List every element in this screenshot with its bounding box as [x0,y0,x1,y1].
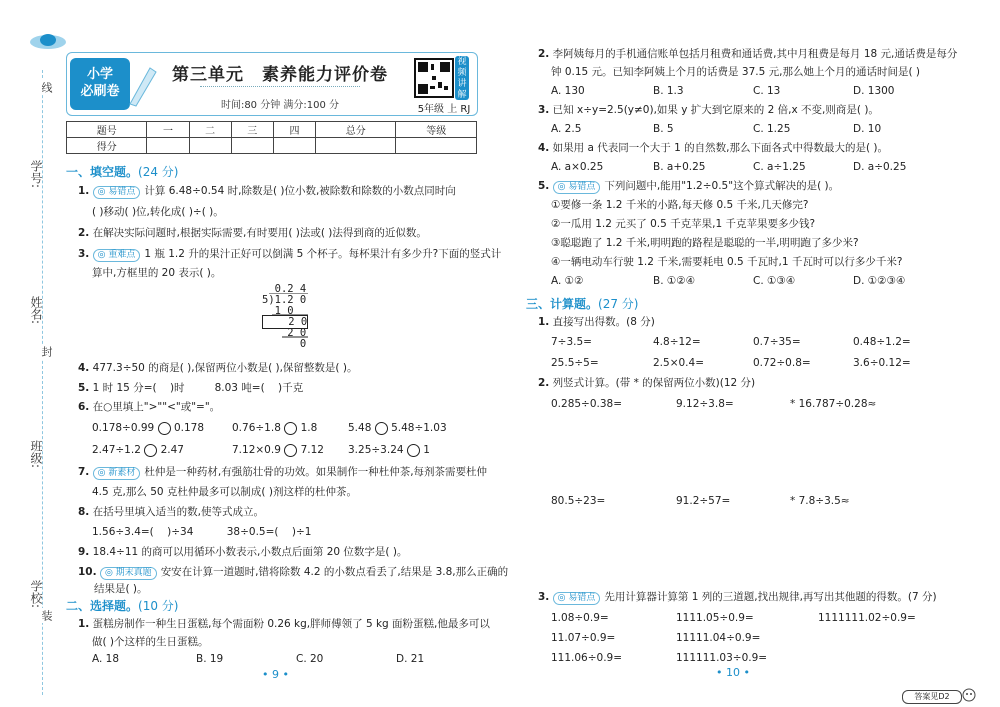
choice-option[interactable]: A. 2.5 [551,123,582,135]
choice-1 [78,617,490,631]
question-text: 安安在计算一道题时,错将除数 4.2 的小数点看丢了,结果是 3.8,那么正确的 [160,566,509,578]
error-prone-tag: ◎ 易错点 [553,592,601,605]
question-10-line2: 结果是( )。 [94,583,148,595]
error-prone-tag: ◎ 易错点 [553,181,601,194]
page-number-value: 9 [272,668,279,681]
question-8-line2: 1.56÷3.4=( )÷34 38÷0.5=( )÷1 [92,526,312,538]
question-text: 列竖式计算。(带 * 的保留两位小数)(12 分) [552,377,756,389]
choice-1-line2: 做( )个这样的生日蛋糕。 [92,636,209,648]
compare-left: 2.47÷1.2 [92,444,141,456]
question-number: 3. [538,104,550,116]
choice-option[interactable]: B. a+0.25 [653,161,706,173]
calc-expression: 111111.03÷0.9= [676,652,768,664]
choice-option[interactable]: C. 1.25 [753,123,791,135]
question-number: 2. [538,377,550,389]
error-prone-tag: ◎ 易错点 [93,186,141,199]
table-cell: 一 [147,122,189,138]
score-input-cell[interactable] [189,138,231,154]
section-calc-title [526,295,638,312]
question-number: 3. [538,591,550,603]
choice-2 [538,47,957,61]
question-6 [78,400,220,414]
compare-item [348,443,430,457]
question-number: 10. [78,566,97,578]
question-10 [78,565,508,580]
calc-expression: 9.12÷3.8= [676,398,734,410]
page-number-right: • 10 • [716,666,750,679]
question-text: 下列问题中,能用"1.2÷0.5"这个算式解决的是( )。 [604,180,840,192]
binding-line-char: 线 [40,82,53,93]
section-points: (27 分) [598,297,639,311]
table-cell: 四 [273,122,315,138]
choice-option[interactable]: B. 1.3 [653,85,684,97]
long-division-dividend: 5)1.2 0 [262,294,307,306]
question-number: 9. [78,546,90,558]
question-1-line2: ( )移动( )位,转化成( )÷( )。 [92,206,224,218]
section-points: (10 分) [138,599,179,613]
compare-right: 7.12 [300,444,324,456]
video-explain-tag[interactable]: 视频讲解 [455,56,469,100]
compare-circle[interactable] [144,444,157,457]
time-score-line: 时间:80 分钟 满分:100 分 [220,100,340,111]
score-input-cell[interactable] [396,138,477,154]
question-number: 7. [78,466,90,478]
question-number: 5. [538,180,550,192]
choice-5-statement: ①要修一条 1.2 千米的小路,每天修 0.5 千米,几天修完? [551,199,809,211]
choice-option[interactable]: D. 1300 [853,85,895,97]
calc-expression: 4.8÷12= [653,336,701,348]
calc-expression: 1111.05÷0.9= [676,612,754,624]
calc-expression: 111.06÷0.9= [551,652,623,664]
question-9 [78,545,407,559]
choice-option[interactable]: D. a÷0.25 [853,161,907,173]
calc-expression: 0.72÷0.8= [753,357,811,369]
binding-bind-char: 装 [40,610,53,621]
brand-logo [70,58,130,110]
choice-option[interactable]: B. ①②④ [653,275,696,287]
section-points: (24 分) [138,165,179,179]
compare-circle[interactable] [284,444,297,457]
calc-expression: 0.7÷35= [753,336,801,348]
question-number: 4. [78,362,90,374]
choice-5-statement: ③聪聪跑了 1.2 千米,明明跑的路程是聪聪的一半,明明跑了多少米? [551,237,859,249]
choice-5 [538,179,839,194]
boxed-value: 2 0 [263,316,308,328]
choice-option[interactable]: C. 20 [296,653,324,665]
question-text: 李阿姨每月的手机通信账单包括月租费和通话费,其中月租费是每月 18 元,通话费是每分 [552,48,958,60]
compare-left: 7.12×0.9 [232,444,281,456]
compare-item [92,421,204,435]
logo-line2: 必刷卷 [80,84,120,99]
compare-left: 5.48 [348,422,372,434]
score-table [66,121,477,154]
question-text: 先用计算器计算第 1 列的三道题,找出规律,再写出其他题的得数。(7 分) [604,591,937,603]
compare-right: 1 [423,444,430,456]
compare-right: 0.178 [173,422,204,434]
calc-expression: 11.07÷0.9= [551,632,616,644]
question-3 [78,247,501,262]
exam-title [170,60,390,85]
score-table-header-row [67,122,477,138]
table-cell: 等级 [396,122,477,138]
question-8 [78,505,264,519]
question-number: 5. [78,382,90,394]
question-text: 1 时 15 分=( )时 8.03 吨=( )千克 [92,382,304,394]
compare-item [232,421,317,435]
question-5 [78,381,303,395]
question-number: 1. [538,316,550,328]
compare-right: 1.8 [300,422,318,434]
compare-circle[interactable] [407,444,420,457]
compare-left: 0.178÷0.99 [92,422,155,434]
compare-circle[interactable] [375,422,388,435]
choice-option[interactable]: C. ①③④ [753,275,796,287]
page-number-value: 10 [726,666,740,679]
compare-item [92,443,184,457]
class-label: 班级: [29,440,43,469]
compare-item [348,421,447,435]
grade-label: 5年级 上 RJ [417,104,471,115]
compare-circle[interactable] [158,422,171,435]
choice-option[interactable]: A. 18 [92,653,120,665]
choice-3 [538,103,879,117]
calc-expression: 7÷3.5= [551,336,592,348]
choice-option[interactable]: D. 21 [396,653,425,665]
school-label: 学校: [29,580,43,609]
binding-seal-char: 封 [40,346,53,357]
question-text: 在○里填上">""<"或"="。 [92,401,221,413]
score-input-cell[interactable] [273,138,315,154]
score-input-cell[interactable] [231,138,273,154]
final-exam-tag: ◎ 期末真题 [100,567,157,580]
calc-expression: 80.5÷23= [551,495,606,507]
choice-option[interactable]: B. 5 [653,123,674,135]
calc-3 [538,590,937,605]
table-cell: 得分 [67,138,147,154]
compare-right: 5.48÷1.03 [391,422,447,434]
choice-option[interactable]: C. a÷1.25 [753,161,806,173]
calc-expression: 2.5×0.4= [653,357,704,369]
question-text: 在解决实际问题时,根据实际需要,有时要用( )法或( )法得到商的近似数。 [92,227,427,239]
calc-expression: 0.285÷0.38= [551,398,623,410]
question-number: 6. [78,401,90,413]
question-7 [78,465,487,480]
section-title-text: 一、填空题。 [66,165,139,179]
question-text: 477.3÷50 的商是( ),保留两位小数是( ),保留整数是( )。 [92,362,358,374]
choice-4 [538,141,888,155]
question-7-line2: 4.5 克,那么 50 克杜仲最多可以制成( )剂这样的杜仲茶。 [92,486,357,498]
question-text: 蛋糕房制作一种生日蛋糕,每个需面粉 0.26 kg,胖师傅领了 5 kg 面粉蛋糕,他最多可以 [92,618,490,630]
question-4 [78,361,357,375]
answer-reference-tag[interactable]: 答案见D2 [902,690,962,704]
section-fill-blank-title [66,163,178,180]
table-cell: 题号 [67,122,147,138]
key-difficulty-tag: ◎ 重难点 [93,249,141,262]
score-input-cell[interactable] [316,138,396,154]
choice-5-statement: ④一辆电动车行驶 1.2 千米,需要耗电 0.5 千瓦时,1 千瓦时可以行多少千米? [551,256,903,268]
question-1 [78,184,456,199]
calc-expression: 0.48÷1.2= [853,336,911,348]
score-input-cell[interactable] [147,138,189,154]
choice-option[interactable]: B. 19 [196,653,224,665]
question-text: 18.4÷11 的商可以用循环小数表示,小数点后面第 20 位数字是( )。 [92,546,408,558]
long-division-rules [262,293,312,353]
question-2 [78,226,427,240]
name-label: 姓名: [29,296,43,325]
question-text: 杜仲是一种药材,有强筋壮骨的功效。如果制作一种杜仲茶,每剂茶需要杜仲 [144,466,488,478]
choice-option[interactable]: D. 10 [853,123,882,135]
title-rule [200,86,360,87]
choice-option[interactable]: A. 130 [551,85,585,97]
question-number: 3. [78,248,90,260]
page-number-left: • 9 • [262,668,289,681]
calc-expression: 1111111.02÷0.9= [818,612,916,624]
section-choice-title [66,597,178,614]
question-text: 计算 6.48÷0.54 时,除数是( )位小数,被除数和除数的小数点同时向 [144,185,456,197]
choice-option[interactable]: A. ①② [551,275,584,287]
calc-1 [538,315,655,329]
compare-item [232,443,324,457]
calc-expression: * 16.787÷0.28≈ [790,398,877,410]
compare-left: 0.76÷1.8 [232,422,281,434]
pencil-decoration-icon [126,60,160,108]
question-number: 4. [538,142,550,154]
long-division-quotient: 0.2 4 [262,283,307,295]
calc-expression: * 7.8÷3.5≈ [790,495,850,507]
choice-2-line2: 钟 0.15 元。已知李阿姨上个月的话费是 37.5 元,那么她上个月的通话时间是( ) [551,66,920,78]
section-title-text: 二、选择题。 [66,599,139,613]
cloud-decoration-icon [26,32,70,50]
long-division-remainder: 0 [262,338,307,350]
table-cell: 二 [189,122,231,138]
question-text: 直接写出得数。(8 分) [552,316,655,328]
student-no-label: 学号: [29,160,43,189]
choice-option[interactable]: D. ①②③④ [853,275,906,287]
question-text: 在括号里填入适当的数,使等式成立。 [92,506,264,518]
question-number: 2. [538,48,550,60]
score-table-score-row [67,138,477,154]
choice-5-statement: ②一瓜用 1.2 元买了 0.5 千克苹果,1 千克苹果要多少钱? [551,218,816,230]
table-cell: 三 [231,122,273,138]
calc-expression: 3.6÷0.12= [853,357,911,369]
qr-code-icon[interactable] [414,58,454,98]
choice-option[interactable]: C. 13 [753,85,781,97]
question-3-line2: 算中,方框里的 20 表示( )。 [92,267,222,279]
compare-left: 3.25÷3.24 [348,444,404,456]
compare-circle[interactable] [284,422,297,435]
table-cell: 总分 [316,122,396,138]
choice-option[interactable]: A. a×0.25 [551,161,604,173]
long-division-step: 2 0 [262,327,307,339]
new-material-tag: ◎ 新素材 [93,467,141,480]
question-text: 如果用 a 代表同一个大于 1 的自然数,那么下面各式中得数最大的是( )。 [552,142,888,154]
long-division-step: 1 0 [262,305,294,317]
calc-2 [538,376,755,390]
calc-expression: 1.08÷0.9= [551,612,609,624]
section-title-text: 三、计算题。 [526,297,599,311]
title-unit: 第三单元 [172,65,244,85]
question-number: 8. [78,506,90,518]
compare-right: 2.47 [160,444,184,456]
mascot-icon [962,688,976,702]
calc-expression: 11111.04÷0.9= [676,632,761,644]
logo-line1: 小学 [86,67,113,82]
question-text: 已知 x÷y=2.5(y≠0),如果 y 扩大到它原来的 2 倍,x 不变,则商是( )。 [552,104,879,116]
question-number: 1. [78,185,90,197]
calc-expression: 91.2÷57= [676,495,731,507]
title-name: 素养能力评价卷 [262,65,388,85]
question-text: 1 瓶 1.2 升的果汁正好可以倒满 5 个杯子。每杯果汁有多少升?下面的竖式计 [144,248,502,260]
question-number: 2. [78,227,90,239]
calc-expression: 25.5÷5= [551,357,599,369]
question-number: 1. [78,618,90,630]
